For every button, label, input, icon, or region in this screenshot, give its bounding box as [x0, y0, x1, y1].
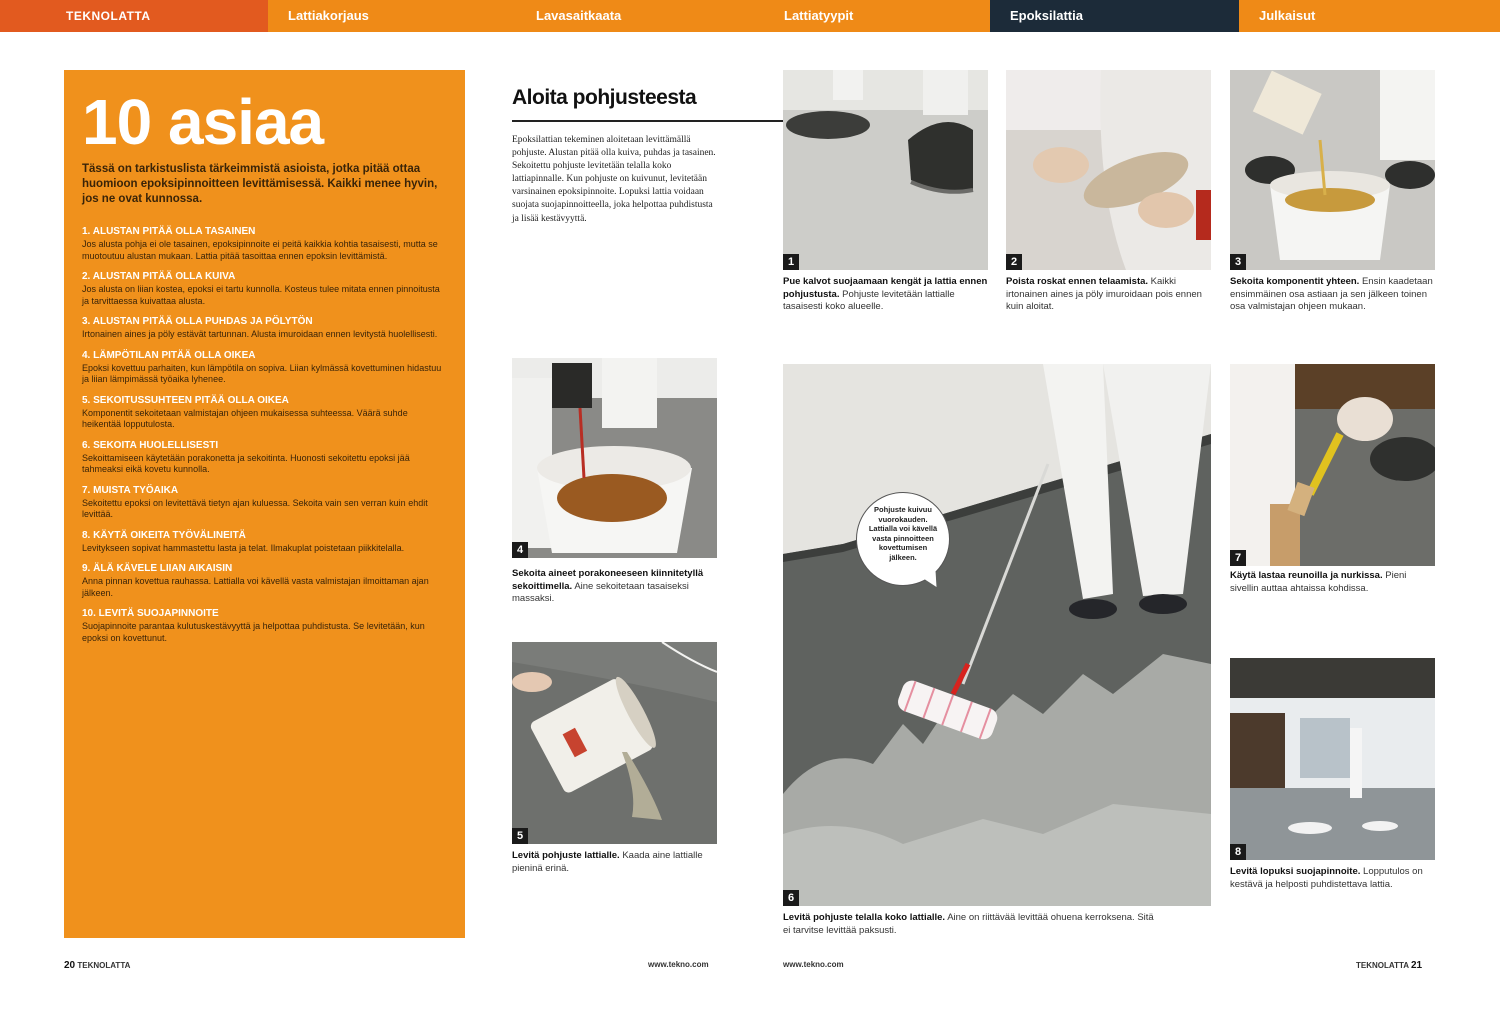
step-4-caption	[512, 568, 718, 606]
step-1-photo	[783, 70, 988, 270]
checklist-title: 10 asiaa	[82, 86, 324, 158]
top-navigation	[0, 0, 1500, 32]
tip-title: 9. ÄLÄ KÄVELE LIIAN AIKAISIN	[82, 563, 233, 574]
caption-lead: Pue kalvot suojaamaan kengät ja lattia ennen pohjustusta.	[783, 276, 988, 300]
step-3-photo	[1230, 70, 1435, 270]
step-number: 5	[512, 828, 528, 844]
tip-item	[82, 394, 447, 431]
nav-item-2[interactable]: Lavasaitkaata	[536, 8, 622, 23]
tip-body: Sekoittamiseen käytetään porakonetta ja sekoitinta. Huonosti sekoitettu epoksi jää tahmeaksi eikä kovetu kunnolla.	[82, 452, 410, 474]
step-6-photo	[783, 364, 1211, 906]
checklist-intro: Tässä on tarkistuslista tärkeimmistä asioista, jotka pitää ottaa huomioon epoksipinnoitteen levittämisessä. Kaikki menee hyvin, jos ne ovat kunnossa.	[82, 163, 438, 205]
step-number: 8	[1230, 844, 1246, 860]
tip-list	[82, 225, 447, 644]
footer-url-left[interactable]: www.tekno.com	[648, 960, 709, 969]
tip-item	[82, 484, 447, 521]
caption-text: Aine on riittävää levittää ohuena kerroksena. Sitä ei tarvitse levittää paksusti.	[783, 912, 1154, 936]
caption-text: Ensin kaadetaan ensimmäinen osa astiaan ja sen jälkeen toinen osa valmistajan ohjeen mukaan.	[1230, 276, 1433, 312]
footer-url-right[interactable]: www.tekno.com	[783, 960, 844, 969]
step-1-caption	[783, 276, 989, 314]
tip-title: 10. LEVITÄ SUOJAPINNOITE	[82, 608, 219, 619]
step-4-photo	[512, 358, 717, 558]
step-2-photo	[1006, 70, 1211, 270]
step-number: 2	[1006, 254, 1022, 270]
caption-lead: Levitä lopuksi suojapinnoite.	[1230, 866, 1361, 877]
step-number: 6	[783, 890, 799, 906]
caption-lead: Käytä lastaa reunoilla ja nurkissa.	[1230, 570, 1383, 581]
caption-text: Kaikki irtonainen aines ja pöly imuroidaan pois ennen kuin aloitat.	[1006, 276, 1202, 312]
tip-body: Levitykseen sopivat hammastettu lasta ja telat. Ilmakuplat poistetaan piikkitelalla.	[82, 542, 405, 553]
step-2-caption	[1006, 276, 1212, 314]
step-5-caption	[512, 850, 718, 875]
footer-brand-left: TEKNOLATTA	[77, 961, 131, 970]
info-bubble: Pohjuste kuivuu vuorokauden. Lattialla voi kävellä vasta pinnoitteen kovettumisen jälkeen.	[856, 492, 950, 586]
tip-body: Irtonainen aines ja pöly estävät tartunnan. Alusta imuroidaan ennen levitystä huolellisesti.	[82, 329, 438, 339]
tip-title: 1. ALUSTAN PITÄÄ OLLA TASAINEN	[82, 226, 256, 237]
tip-item	[82, 607, 447, 644]
page-number-left: 20	[64, 960, 76, 971]
tip-item	[82, 439, 447, 476]
step-3-caption	[1230, 276, 1436, 314]
tip-item	[82, 529, 447, 555]
caption-lead: Sekoita aineet porakoneeseen kiinnitetyllä sekoittimella.	[512, 568, 704, 592]
title-divider	[512, 120, 784, 122]
article-title: Aloita pohjusteesta	[512, 86, 697, 109]
step-number: 1	[783, 254, 799, 270]
caption-lead: Poista roskat ennen telaamista.	[1006, 276, 1149, 287]
tip-body: Jos alusta pohja ei ole tasainen, epoksipinnoite ei peitä kaikkia kohtia tasaisesti, mutta se muotoutuu alustan mukaan. Lattia pitää tasoittaa ennen epoksin levittämistä.	[82, 239, 438, 261]
caption-text: Kaada aine lattialle pieninä erinä.	[512, 850, 703, 874]
step-8-caption	[1230, 866, 1436, 891]
step-7-caption	[1230, 570, 1436, 595]
footer-brand-right: TEKNOLATTA	[1356, 961, 1409, 970]
step-number: 3	[1230, 254, 1246, 270]
tip-item	[82, 225, 447, 262]
step-7-photo	[1230, 364, 1435, 566]
tip-body: Suojapinnoite parantaa kulutuskestävyyttä ja helpottaa puhdistusta. Se levitetään, kun epoksi on kovettunut.	[82, 621, 425, 643]
caption-lead: Levitä pohjuste lattialle.	[512, 850, 620, 861]
nav-item-1[interactable]: Lattiakorjaus	[288, 8, 369, 23]
tip-item	[82, 562, 447, 599]
step-number: 4	[512, 542, 528, 558]
tip-title: 2. ALUSTAN PITÄÄ OLLA KUIVA	[82, 271, 236, 282]
caption-text: Lopputulos on kestävä ja helposti puhdistettava lattia.	[1230, 866, 1423, 890]
caption-text: Aine sekoitetaan tasaiseksi massaksi.	[512, 580, 689, 604]
tip-body: Sekoitettu epoksi on levitettävä tietyn ajan kuluessa. Sekoita vain sen verran kuin ehdit levittää.	[82, 497, 428, 519]
tip-body: Anna pinnan kovettua rauhassa. Lattialla voi kävellä vasta valmistajan ilmoittaman ajan jälkeen.	[82, 576, 429, 598]
caption-lead: Levitä pohjuste telalla koko lattialle.	[783, 912, 946, 923]
tip-item	[82, 315, 447, 341]
tip-body: Epoksi kovettuu parhaiten, kun lämpötila on sopiva. Liian kylmässä kovettuminen hidastuu ja liian lämpimässä työaika lyhenee.	[82, 362, 442, 384]
footer-left	[64, 960, 130, 971]
checklist-box	[64, 70, 465, 938]
nav-item-active[interactable]: Epoksilattia	[990, 0, 1239, 32]
tip-body: Jos alusta on liian kostea, epoksi ei tartu kunnolla. Kosteus tulee mitata ennen pinnoitusta ja tarvittaessa kuivattaa alusta.	[82, 284, 440, 306]
tip-title: 5. SEKOITUSSUHTEEN PITÄÄ OLLA OIKEA	[82, 394, 289, 406]
article-intro: Epoksilattian tekeminen aloitetaan levittämällä pohjuste. Alustan pitää olla kuiva, puhdas ja tasainen. Sekoitettu pohjuste levitetään telalla koko lattiapinnalle. Kun pohjuste on kuivunut, levitetään varsinainen epoksipinnoite. Lopuksi lattia voidaan suojata suojapinnoitteella, joka helpottaa puhdistusta ja lisää kestävyyttä.	[512, 135, 716, 224]
caption-text: Pieni sivellin auttaa ahtaissa kohdissa.	[1230, 570, 1407, 594]
tip-title: 6. SEKOITA HUOLELLISESTI	[82, 439, 219, 451]
caption-lead: Sekoita komponentit yhteen.	[1230, 276, 1360, 287]
tip-title: 7. MUISTA TYÖAIKA	[82, 484, 179, 496]
tip-title: 8. KÄYTÄ OIKEITA TYÖVÄLINEITÄ	[82, 529, 246, 541]
page-number-right: 21	[1410, 960, 1423, 971]
tip-title: 3. ALUSTAN PITÄÄ OLLA PUHDAS JA PÖLYTÖN	[82, 316, 313, 327]
tip-body: Komponentit sekoitetaan valmistajan ohjeen mukaisessa suhteessa. Väärä suhde heikentää lopputulosta.	[82, 407, 408, 429]
tip-item	[82, 349, 447, 386]
footer-right	[1356, 960, 1422, 971]
nav-item-5[interactable]: Julkaisut	[1259, 8, 1316, 23]
brand-logo[interactable]: TEKNOLATTA	[0, 0, 268, 32]
step-8-photo	[1230, 658, 1435, 860]
tip-title: 4. LÄMPÖTILAN PITÄÄ OLLA OIKEA	[82, 349, 256, 361]
step-number: 7	[1230, 550, 1246, 566]
caption-text: Pohjuste levitetään lattialle tasaisesti koko alueelle.	[783, 288, 955, 312]
nav-item-3[interactable]: Lattiatyypit	[784, 8, 854, 23]
tip-item	[82, 270, 447, 307]
step-6-caption	[783, 912, 1163, 937]
step-5-photo	[512, 642, 717, 844]
